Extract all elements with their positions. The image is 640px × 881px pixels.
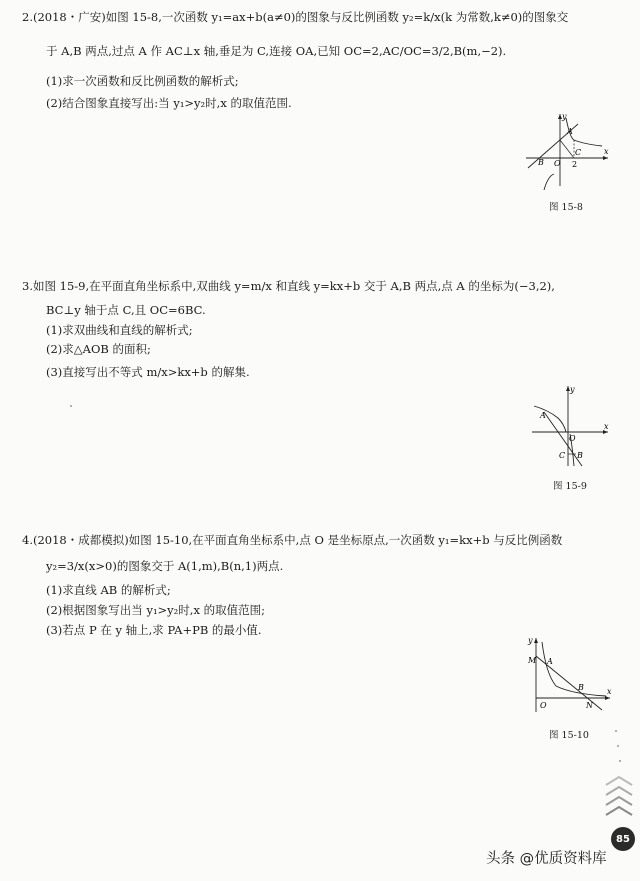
figure-label-n: N [586, 701, 593, 710]
problem-number: 2. [22, 10, 33, 24]
figure-label-b: B [577, 451, 583, 460]
figure-label-a: A [540, 411, 546, 420]
scan-speck [70, 405, 72, 407]
figure-label-y: y [570, 385, 575, 394]
figure-label-b: B [578, 683, 584, 692]
figure-label-o: O [540, 701, 547, 710]
figure-label-a: A [567, 127, 573, 136]
figure-label-c: C [575, 148, 582, 157]
problem-4-line-2: y₂=3/x(x>0)的图象交于 A(1,m),B(n,1)两点. [46, 559, 284, 573]
problem-4-part-2: (2)根据图象写出当 y₁>y₂时,x 的取值范围; [46, 603, 265, 617]
problem-2-line-1: 2.(2018・广安)如图 15-8,一次函数 y₁=ax+b(a≠0)的图象与反比例函数 y₂=k/x(k 为常数,k≠0)的图象交 [22, 10, 569, 24]
scan-speck [619, 760, 621, 762]
problem-4-part-1: (1)求直线 AB 的解析式; [46, 583, 171, 597]
figure-label-x: x [607, 687, 612, 696]
figure-label-o: O [554, 159, 561, 168]
figure-15-10 [522, 634, 614, 718]
problem-4-line-1: 4.(2018・成都模拟)如图 15-10,在平面直角坐标系中,点 O 是坐标原点,一次函数 y₁=kx+b 与反比例函数 [22, 533, 563, 547]
scan-speck [615, 730, 617, 732]
figure-label-x: x [604, 147, 609, 156]
problem-2-part-1: (1)求一次函数和反比例函数的解析式; [46, 74, 239, 88]
figure-label-o: O [569, 434, 576, 443]
watermark: 头条 @优质资料库 [486, 851, 607, 867]
problem-3-part-2: (2)求△AOB 的面积; [46, 342, 151, 356]
figure-label-m: M [528, 656, 537, 665]
problem-2-part-2: (2)结合图象直接写出:当 y₁>y₂时,x 的取值范围. [46, 96, 292, 110]
figure-15-9-caption: 图 15-9 [553, 481, 587, 492]
problem-number: 4. [22, 533, 33, 547]
figure-label-x: x [604, 422, 609, 431]
problem-4-part-3: (3)若点 P 在 y 轴上,求 PA+PB 的最小值. [46, 623, 262, 637]
figure-label-y: y [562, 112, 567, 121]
page-chevron-decoration [602, 775, 636, 827]
problem-3-line-1: 3.如图 15-9,在平面直角坐标系中,双曲线 y=m/x 和直线 y=kx+b 交于 A,B 两点,点 A 的坐标为(−3,2), [22, 279, 555, 293]
problem-number: 3. [22, 279, 33, 293]
problem-2-line-2: 于 A,B 两点,过点 A 作 AC⊥x 轴,垂足为 C,连接 OA,已知 OC=2,AC/OC=3/2,B(m,−2). [46, 44, 507, 58]
figure-15-9 [528, 382, 614, 468]
scan-speck [617, 745, 619, 747]
figure-label-y: y [528, 636, 533, 645]
problem-3-part-3: (3)直接写出不等式 m/x>kx+b 的解集. [46, 365, 250, 379]
figure-15-8 [522, 110, 612, 190]
problem-3-line-2: BC⊥y 轴于点 C,且 OC=6BC. [46, 303, 206, 317]
figure-label-2: 2 [572, 160, 578, 169]
figure-15-10-caption: 图 15-10 [549, 730, 589, 741]
page-number: 85 [611, 827, 635, 851]
problem-3-part-1: (1)求双曲线和直线的解析式; [46, 323, 193, 337]
figure-15-8-caption: 图 15-8 [549, 202, 583, 213]
figure-label-b: B [538, 158, 544, 167]
figure-label-a: A [547, 657, 553, 666]
figure-label-c: C [559, 451, 566, 460]
